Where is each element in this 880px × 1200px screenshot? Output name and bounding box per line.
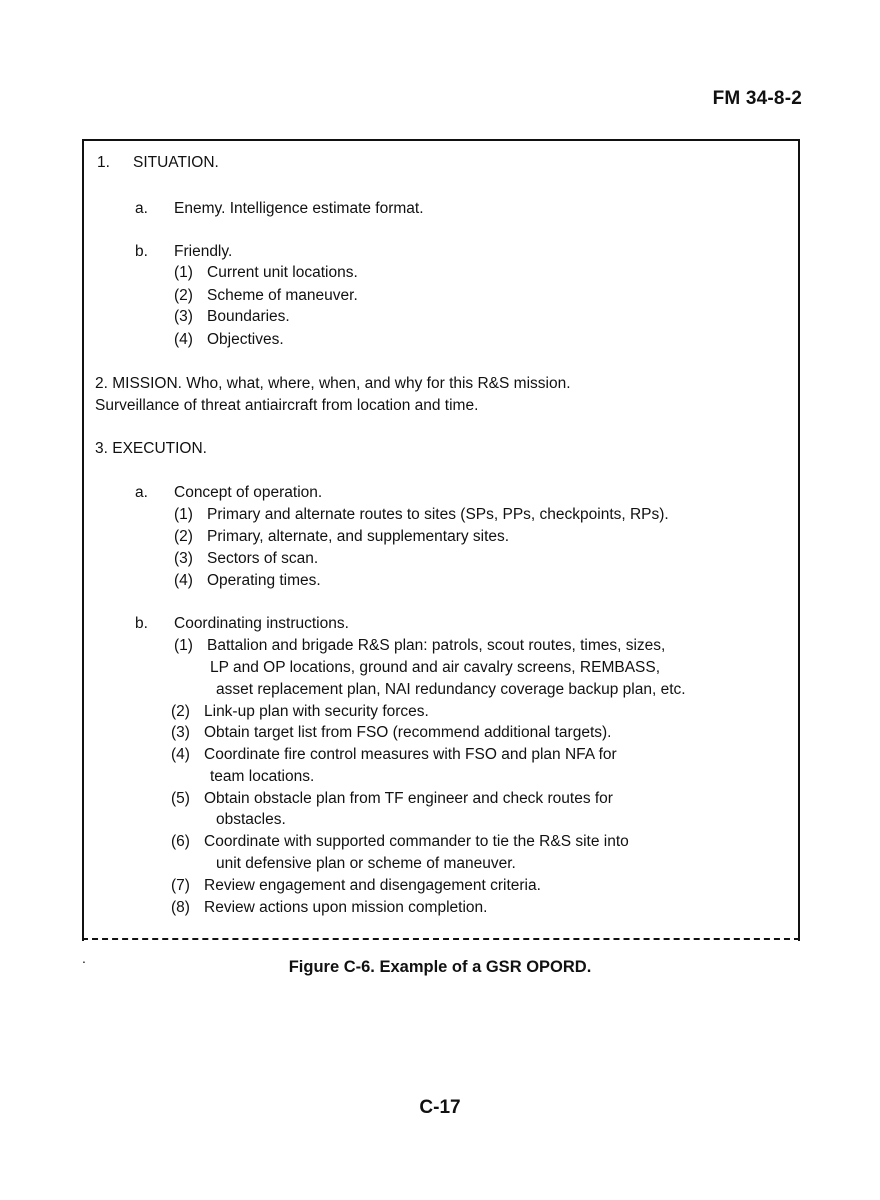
section-1-title: SITUATION.	[133, 154, 219, 171]
section-3b-item-5-line-2: obstacles.	[216, 811, 286, 828]
section-2-mission-line-1: 2. MISSION. Who, what, where, when, and why for this R&S mission.	[95, 375, 571, 392]
section-1a-label: a.	[135, 200, 148, 217]
section-1b-item-2-text: Scheme of maneuver.	[207, 287, 358, 304]
figure-bottom-dashed-border	[82, 938, 800, 940]
section-3b-item-3-number: (3)	[171, 724, 190, 741]
section-3a-label: a.	[135, 484, 148, 501]
section-3b-item-1-line-3: asset replacement plan, NAI redundancy coverage backup plan, etc.	[216, 681, 686, 698]
section-3b-item-4-line-1: Coordinate fire control measures with FSO and plan NFA for	[204, 746, 617, 763]
section-3b-item-8-number: (8)	[171, 899, 190, 916]
section-3a-item-2-number: (2)	[174, 528, 193, 545]
section-3b-item-7-line-1: Review engagement and disengagement criteria.	[204, 877, 541, 894]
section-3b-item-1-line-2: LP and OP locations, ground and air cavalry screens, REMBASS,	[210, 659, 661, 676]
section-1b-item-4-text: Objectives.	[207, 331, 284, 348]
section-3b-item-2-line-1: Link-up plan with security forces.	[204, 703, 429, 720]
section-3a-item-3-text: Sectors of scan.	[207, 550, 319, 567]
section-1a-text: Enemy. Intelligence estimate format.	[174, 200, 424, 217]
section-3b-item-8-line-1: Review actions upon mission completion.	[204, 899, 488, 916]
section-3b-item-3-line-1: Obtain target list from FSO (recommend additional targets).	[204, 724, 612, 741]
section-3b-item-5-number: (5)	[171, 790, 190, 807]
section-1b-text: Friendly.	[174, 243, 233, 260]
section-3a-item-1-text: Primary and alternate routes to sites (SPs, PPs, checkpoints, RPs).	[207, 506, 669, 523]
section-3b-item-2-number: (2)	[171, 703, 190, 720]
section-1b-label: b.	[135, 243, 148, 260]
section-3a-item-3-number: (3)	[174, 550, 193, 567]
section-3a-item-4-number: (4)	[174, 572, 193, 589]
section-3a-item-2-text: Primary, alternate, and supplementary sites.	[207, 528, 510, 545]
section-3b-item-7-number: (7)	[171, 877, 190, 894]
section-3b-item-5-line-1: Obtain obstacle plan from TF engineer and check routes for	[204, 790, 613, 807]
figure-caption: Figure C-6. Example of a GSR OPORD.	[288, 958, 592, 976]
section-3b-item-6-number: (6)	[171, 833, 190, 850]
document-id: FM 34-8-2	[712, 88, 802, 109]
section-3a-item-4-text: Operating times.	[207, 572, 321, 589]
section-1b-item-4-number: (4)	[174, 331, 193, 348]
section-3b-item-4-line-2: team locations.	[210, 768, 315, 785]
stray-mark: .	[82, 950, 86, 966]
section-3b-item-4-number: (4)	[171, 746, 190, 763]
page-number: C-17	[419, 1097, 461, 1118]
section-3-title: 3. EXECUTION.	[95, 440, 207, 457]
section-1-number: 1.	[97, 154, 110, 171]
section-1b-item-3-number: (3)	[174, 308, 193, 325]
section-3b-item-1-line-1: Battalion and brigade R&S plan: patrols, scout routes, times, sizes,	[207, 637, 666, 654]
section-3b-item-6-line-1: Coordinate with supported commander to tie the R&S site into	[204, 833, 629, 850]
section-1b-item-2-number: (2)	[174, 287, 193, 304]
section-3a-item-1-number: (1)	[174, 506, 193, 523]
section-3b-item-1-number: (1)	[174, 637, 193, 654]
section-3a-text: Concept of operation.	[174, 484, 323, 501]
section-1b-item-3-text: Boundaries.	[207, 308, 290, 325]
section-3b-text: Coordinating instructions.	[174, 615, 349, 632]
section-1b-item-1-text: Current unit locations.	[207, 264, 358, 281]
section-1b-item-1-number: (1)	[174, 264, 193, 281]
section-2-mission-line-2: Surveillance of threat antiaircraft from location and time.	[95, 397, 479, 414]
section-3b-label: b.	[135, 615, 148, 632]
section-3b-item-6-line-2: unit defensive plan or scheme of maneuver.	[216, 855, 516, 872]
